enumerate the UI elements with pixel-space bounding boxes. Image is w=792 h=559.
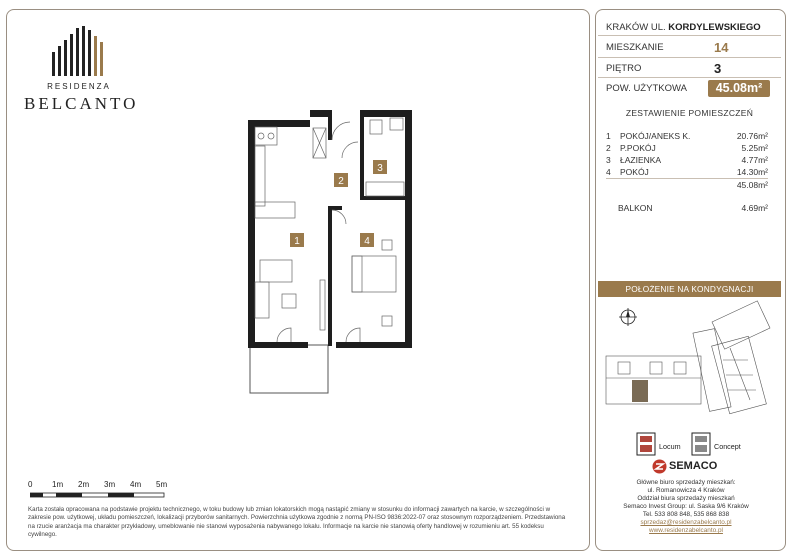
scale-label-4m: 4m bbox=[130, 480, 142, 489]
address-row bbox=[606, 22, 761, 33]
area-value-badge: 45.08m² bbox=[708, 80, 770, 97]
room-label-4: 4 bbox=[364, 236, 370, 247]
room-label-1: 1 bbox=[294, 236, 300, 247]
residenza-belcanto-logo bbox=[24, 26, 154, 121]
room-number: 4 bbox=[606, 167, 611, 177]
contact-line: Oddział biura sprzedaży mieszkań bbox=[637, 495, 735, 502]
room-name: P.POKÓJ bbox=[620, 143, 656, 153]
balcony-name: BALKON bbox=[618, 203, 653, 213]
apartment-number: 14 bbox=[714, 40, 729, 55]
room-label-3: 3 bbox=[377, 163, 383, 174]
contact-line: Semaco Invest Group: ul. Saska 9/6 Kraków bbox=[623, 503, 749, 510]
outer-walls bbox=[248, 110, 412, 348]
room-area: 5.25m² bbox=[741, 143, 768, 153]
logo-bars-icon bbox=[52, 26, 108, 76]
room-number: 2 bbox=[606, 143, 611, 153]
room-labels bbox=[290, 160, 387, 247]
semaco-logo bbox=[652, 459, 732, 475]
divider bbox=[598, 35, 781, 36]
room-area: 20.76m² bbox=[736, 131, 768, 141]
q3d-concept-logo-icon bbox=[691, 432, 711, 456]
scale-label-1m: 1m bbox=[52, 480, 64, 489]
room-name: POKÓJ/ANEKS K. bbox=[620, 131, 691, 141]
balcony-outline bbox=[250, 345, 328, 393]
logo-residenza-text: RESIDENZA bbox=[47, 82, 111, 91]
rooms-total-area: 45.08m² bbox=[736, 180, 768, 190]
scale-ruler-icon bbox=[30, 491, 170, 499]
contact-line: Główne biuro sprzedaży mieszkań: bbox=[636, 479, 736, 486]
room-number: 3 bbox=[606, 155, 611, 165]
room-row bbox=[606, 167, 768, 178]
logo-belcanto-text: BELCANTO bbox=[24, 94, 139, 113]
balcony-area: 4.69m² bbox=[741, 203, 768, 213]
divider bbox=[598, 77, 781, 78]
rooms-summary-title: ZESTAWIENIE POMIESZCZEŃ bbox=[625, 108, 754, 118]
divider bbox=[606, 178, 768, 179]
email-link[interactable]: sprzedaz@residenzabelcanto.pl bbox=[640, 519, 732, 526]
street-name: KORDYLEWSKIEGO bbox=[668, 22, 761, 33]
locum-brand: Locum bbox=[659, 442, 681, 451]
room-area: 14.30m² bbox=[736, 167, 768, 177]
floor-label: PIĘTRO bbox=[606, 63, 642, 74]
apartment-floor-plan bbox=[240, 100, 430, 400]
concept-brand: Concept bbox=[714, 442, 741, 451]
floor-keyplan bbox=[598, 300, 781, 425]
scale-bar bbox=[26, 480, 176, 502]
scale-label-2m: 2m bbox=[78, 480, 90, 489]
room-name: POKÓJ bbox=[620, 167, 649, 177]
contact-info bbox=[600, 479, 772, 535]
address-prefix: KRAKÓW UL. bbox=[606, 22, 666, 33]
apartment-label: MIESZKANIE bbox=[606, 42, 664, 53]
room-area: 4.77m² bbox=[741, 155, 768, 165]
compass-icon bbox=[619, 308, 637, 326]
brand-logos bbox=[636, 432, 756, 462]
website-link[interactable]: www.residenzabelcanto.pl bbox=[649, 527, 723, 534]
scale-label-0: 0 bbox=[28, 480, 33, 489]
floor-location-title: POŁOŻENIE NA KONDYGNACJI bbox=[598, 281, 781, 297]
contact-line: ul. Romanowicza 4 Kraków bbox=[647, 487, 725, 494]
room-row bbox=[606, 131, 768, 142]
disclaimer-text: Karta została opracowana na podstawie projektu technicznego, w toku budowy lub zmian lokatorskich mogą nastąpić zmiany w stosunku do informacji zawartych na karcie, w szczególności w zakresie pow. użytkowej, układu pomieszczeń, lokalizacji przyborów sanitarnych. Powierzchnia użytkowa zgodnie z normą PN-ISO 9836:2022-07 oraz stosownym rozporządzeniem. Przedstawiona na rzucie aranżacja ma charakter przykładowy, umeblowanie nie stanowi wyposażenia nabywanego lokalu. Informacje na karcie nie stanowią oferty handlowej w rozumieniu art. 55 kodeksu cywilnego. bbox=[28, 506, 566, 539]
apartment-highlight bbox=[632, 380, 648, 402]
q3d-locum-logo-icon bbox=[636, 432, 656, 456]
semaco-mark-icon bbox=[652, 459, 667, 474]
room-label-2: 2 bbox=[338, 176, 344, 187]
contact-line: Tel. 533 808 848, 535 868 838 bbox=[642, 511, 730, 518]
room-number: 1 bbox=[606, 131, 611, 141]
scale-label-5m: 5m bbox=[156, 480, 168, 489]
divider bbox=[598, 57, 781, 58]
room-name: ŁAZIENKA bbox=[620, 155, 662, 165]
room-row bbox=[606, 155, 768, 166]
scale-label-3m: 3m bbox=[104, 480, 116, 489]
floor-number: 3 bbox=[714, 61, 722, 76]
room-row bbox=[606, 143, 768, 154]
area-label: POW. UŻYTKOWA bbox=[606, 83, 687, 94]
semaco-brand: SEMACO bbox=[669, 460, 718, 472]
